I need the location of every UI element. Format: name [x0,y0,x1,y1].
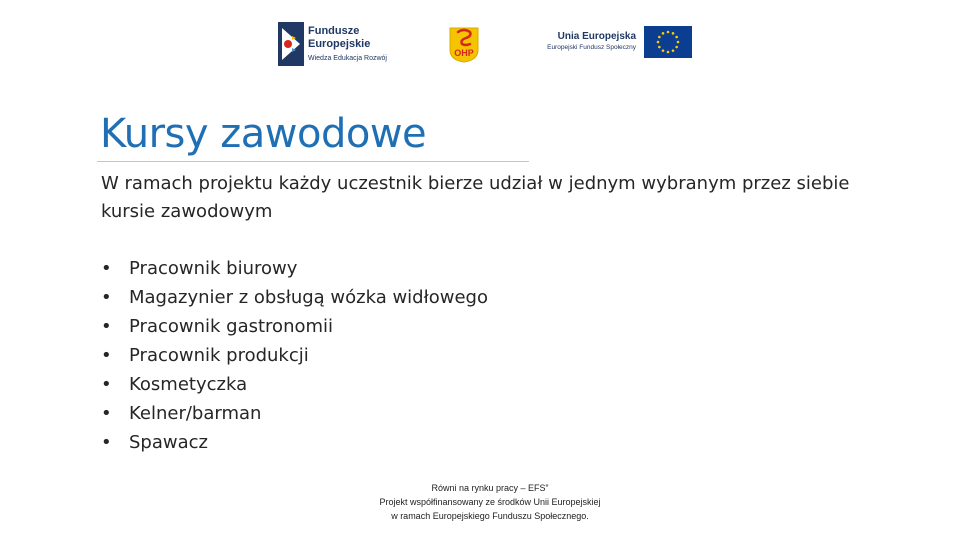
bullet: • [101,258,112,279]
list-item [101,428,488,457]
footer-note [300,481,680,523]
intro-text: W ramach projektu każdy uczestnik bierze udział w jednym wybranym przez siebie kursie zawodowym [101,173,850,222]
course-label: Kosmetyczka [129,374,248,395]
course-label: Pracownik biurowy [129,258,298,279]
footer-line1: Równi na rynku pracy – EFS” [431,483,549,493]
eu-star-icon [662,32,665,35]
eu-star-icon [672,32,675,35]
eu-star-icon [672,49,675,52]
list-item [101,312,488,341]
eu-star-icon [667,31,670,34]
logo-bar [270,14,710,74]
list-item [101,399,488,428]
fundusze-europejskie-name [308,25,370,51]
eu-star-icon [658,46,661,49]
eu-star-icon [657,41,660,44]
bullet: • [101,287,112,308]
course-label: Kelner/barman [129,403,262,424]
eu-flag-icon [644,26,692,58]
title-underline [97,161,529,162]
fundusze-line1: Fundusze [308,25,360,37]
eu-star-icon [675,46,678,49]
list-item [101,254,488,283]
slide-title: Kursy zawodowe [100,111,427,157]
bullet: • [101,403,112,424]
fundusze-line2: Europejskie [308,38,371,50]
bullet: • [101,316,112,337]
course-list [101,254,488,457]
list-item [101,283,488,312]
ohp-letters: OHP [454,48,474,58]
footer-line2: Projekt współfinansowany ze środków Unii Europejskiej [379,497,601,507]
bullet: • [101,345,112,366]
eu-star-icon [675,36,678,39]
bullet: • [101,432,112,453]
course-label: Magazynier z obsługą wózka widłowego [129,287,488,308]
course-label: Pracownik gastronomii [129,316,334,337]
list-item [101,370,488,399]
eu-subtitle: Europejski Fundusz Społeczny [547,44,636,51]
footer-line3: w ramach Europejskiego Funduszu Społecznego. [391,511,589,521]
eu-star-icon [667,51,670,54]
eu-logo-text [536,31,636,51]
fundusze-europejskie-logo [278,20,398,68]
fundusze-tagline: Wiedza Edukacja Rozwój [308,55,387,62]
course-label: Spawacz [129,432,208,453]
ohp-logo-icon [444,24,484,64]
eu-star-icon [658,36,661,39]
course-label: Pracownik produkcji [129,345,309,366]
eu-star-icon [662,49,665,52]
fundusze-europejskie-emblem-icon [278,22,304,66]
eu-title: Unia Europejska [557,31,636,42]
bullet: • [101,374,112,395]
eu-star-icon [677,41,680,44]
list-item [101,341,488,370]
